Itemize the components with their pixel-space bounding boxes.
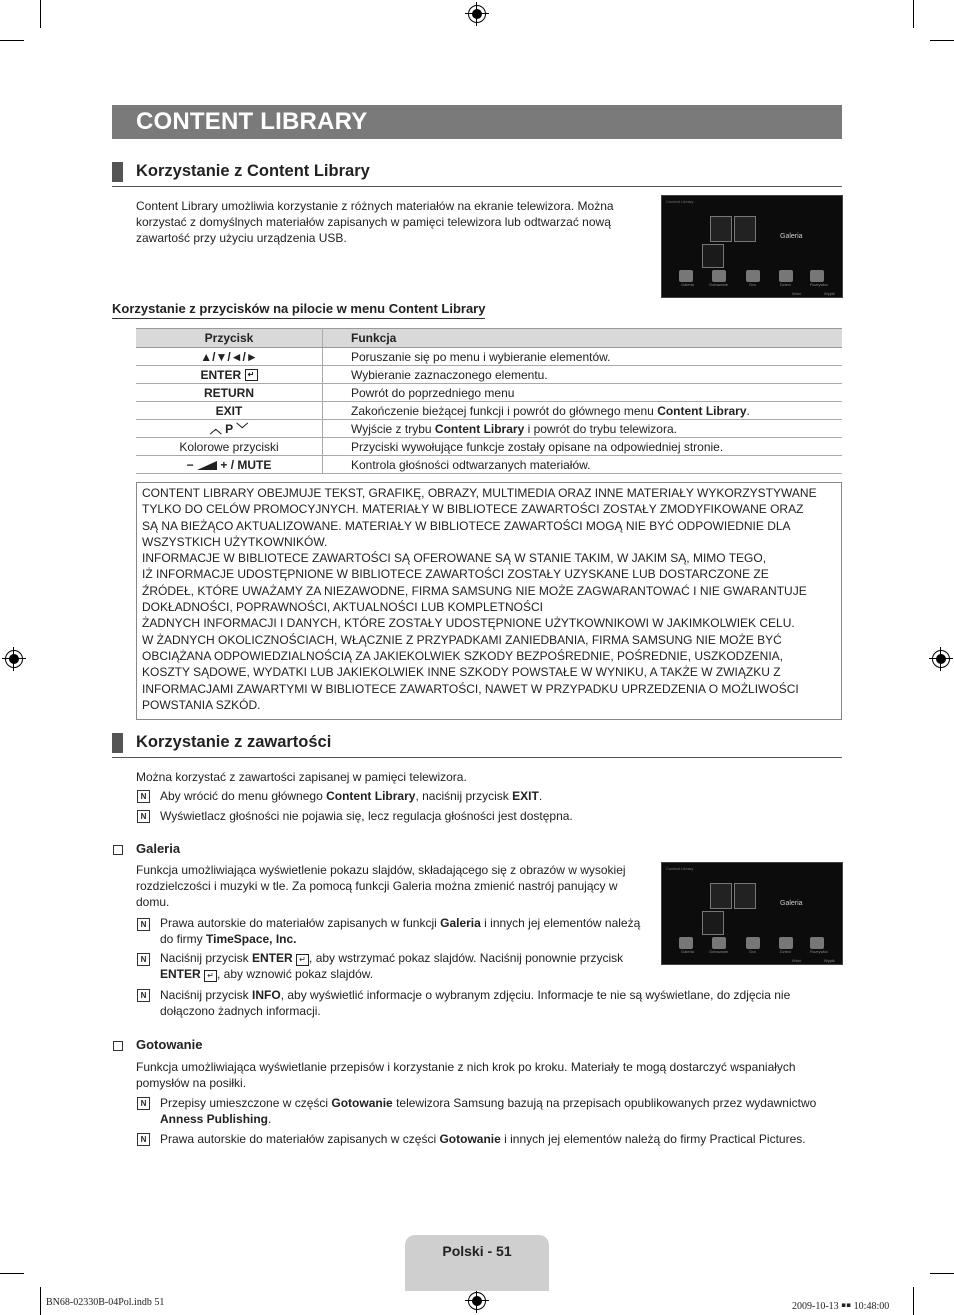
note-icon: N <box>137 1097 150 1110</box>
table-row <box>136 438 842 456</box>
icon-caption: Dzieci <box>780 282 791 287</box>
enter-icon: ↵ <box>296 954 309 966</box>
function-cell: Poruszanie się po menu i wybieranie elementów. <box>323 348 843 366</box>
table-heading: Korzystanie z przycisków na pilocie w menu Content Library <box>112 301 485 319</box>
column-header: Funkcja <box>323 329 843 348</box>
screenshot-title: Content Library <box>666 866 694 871</box>
key-label: ENTER <box>200 367 242 382</box>
picture-frame <box>734 216 756 242</box>
fun-icon <box>810 937 824 949</box>
exit-hint: Wyjdź <box>824 958 835 963</box>
registration-mark-icon <box>468 5 486 23</box>
subsection-heading: Gotowanie <box>136 1037 203 1052</box>
text-run: Wyjście z trybu <box>351 421 435 436</box>
text-line: SĄ NA BIEŻĄCO AKTUALIZOWANE. MATERIAŁY W BIBLIOTECE ZAWARTOŚCI MOGĄ NIE BYĆ ODPOWIEDNIE DLA <box>142 518 791 533</box>
page-number: Polski - 51 <box>442 1243 512 1259</box>
text-run: Content Library <box>657 403 747 418</box>
note-icon: N <box>137 953 150 966</box>
cooking-icon <box>712 270 726 282</box>
subsection-text <box>136 1059 836 1091</box>
text-line: IŻ INFORMACJE UDOSTĘPNIONE W BIBLIOTECE ZAWARTOŚCI ZOSTAŁY UZYSKANE LUB DOSTARCZONE ZE <box>142 567 769 582</box>
enter-icon: ↵ <box>245 369 258 381</box>
screenshot-title: Content Library <box>666 199 694 204</box>
exit-hint: Wyjdź <box>824 291 835 296</box>
crop-mark <box>0 40 24 41</box>
registration-mark-icon <box>932 650 950 668</box>
text-line: DOKŁADNOŚCI, POPRAWNOŚCI, AKTUALNOŚCI LUB KOMPLETNOŚCI <box>142 600 543 615</box>
key-label: / MUTE <box>230 457 272 472</box>
text-run: Gotowanie <box>331 1096 393 1110</box>
table-row <box>136 348 842 366</box>
volume-icon <box>197 461 217 470</box>
icon-caption: Galeria <box>681 282 694 287</box>
icon-caption: Gra <box>749 949 756 954</box>
text-line: KOSZTY SĄDOWE, WYDATKI LUB JAKIEKOLWIEK INNE SZKODY POWSTAŁE W WYNIKU, A TAKŻE W ZWIĄZKU Z <box>142 665 781 680</box>
icon-caption: Gotowanie <box>709 282 729 287</box>
crop-mark <box>40 0 41 28</box>
text-line: Funkcja umożliwiająca wyświetlenie pokazu slajdów, składającego się z obrazów w wysokiej <box>136 863 626 877</box>
key-cell: EXIT <box>136 402 323 420</box>
text-line: rozdzielczości i muzyki w tle. Za pomocą funkcji Galeria można zmienić nastrój panujący w <box>136 879 618 893</box>
text-run: telewizora Samsung bazują na przepisach opublikowanych przez wydawnictwo <box>392 1096 817 1110</box>
return-hint: Wróć <box>792 291 802 296</box>
text-line: POWSTANIA SZKÓD. <box>142 697 261 712</box>
table-row <box>136 420 842 438</box>
subsection-heading: Galeria <box>136 841 181 856</box>
text-line: zawartość przy użyciu urządzenia USB. <box>136 231 347 245</box>
print-slug: BN68-02330B-04Pol.indb 51 <box>46 1297 165 1308</box>
section-header <box>112 160 842 187</box>
function-cell: Kontrola głośności odtwarzanych materiałów. <box>323 456 843 474</box>
text-line: INFORMACJE W BIBLIOTECE ZAWARTOŚCI SĄ OFEROWANE SĄ W STANIE TAKIM, W JAKIM SĄ, MIMO TEGO, <box>142 551 767 566</box>
function-cell: Wybieranie zaznaczonego elementu. <box>323 366 843 384</box>
text-line: Funkcja umożliwiająca wyświetlanie przepisów i korzystanie z nich krok po kroku. Materiały te mogą dostarczyć wspaniałych <box>136 1060 796 1074</box>
section-heading: Korzystanie z Content Library <box>136 162 370 180</box>
crop-mark <box>0 1273 24 1274</box>
page-number-tab <box>405 1235 549 1291</box>
text-run: Aby wrócić do menu głównego <box>160 789 327 803</box>
remote-buttons-table <box>136 328 842 474</box>
text-line: Content Library umożliwia korzystanie z różnych materiałów na ekranie telewizora. Można <box>136 199 614 213</box>
page-title: CONTENT LIBRARY <box>136 108 368 135</box>
note: Wyświetlacz głośności nie pojawia się, lecz regulacja głośności jest dostępna. <box>160 809 573 823</box>
text-run: Gotowanie <box>439 1132 501 1146</box>
text-run: . <box>746 403 750 418</box>
text-run: EXIT <box>512 789 539 803</box>
note-icon: N <box>137 790 150 803</box>
game-icon <box>746 270 760 282</box>
section-heading: Korzystanie z zawartości <box>136 733 332 751</box>
text-run: Zakończenie bieżącej funkcji i powrót do głównego menu <box>351 403 658 418</box>
crop-mark <box>913 1287 914 1315</box>
text-run: Galeria <box>440 916 481 930</box>
text-line: pomysłów na posiłki. <box>136 1076 247 1090</box>
disclaimer-box <box>136 482 842 720</box>
table-row <box>136 402 842 420</box>
chair-image <box>702 911 724 935</box>
text-line: W ŻADNYCH OKOLICZNOŚCIACH, WŁĄCZNIE Z PRZYPADKAMI ZANIEDBANIA, FIRMA SAMSUNG NIE MOŻE BYĆ <box>142 632 782 647</box>
icon-caption: Galeria <box>681 949 694 954</box>
note <box>160 788 542 804</box>
crop-mark <box>930 1273 954 1274</box>
game-icon <box>746 937 760 949</box>
screenshot-label: Galeria <box>780 900 803 907</box>
text-run: Przepisy umieszczone w części <box>160 1096 332 1110</box>
text-run: do firmy <box>160 932 207 946</box>
text-run: Content Library <box>326 789 416 803</box>
text-line: ŻADNYCH INFORMACJI I DANYCH, KTÓRE ZOSTAŁY UDOSTĘPNIONE UŻYTKOWNIKOWI W JAKIMKOLWIEK CELU. <box>142 616 795 631</box>
section-intro <box>136 198 646 246</box>
icon-caption: Rozrywka <box>810 282 828 287</box>
key-label: P <box>225 422 233 436</box>
volume-plus-icon: + <box>220 457 228 472</box>
function-cell <box>323 402 843 420</box>
table-row <box>136 366 842 384</box>
chevron-up-icon: ︿ <box>209 422 222 436</box>
print-slug: 2009-10-13 ￭￭ 10:48:00 <box>792 1301 890 1312</box>
text-run: ENTER <box>252 951 293 965</box>
table-row <box>136 384 842 402</box>
title-bar <box>112 105 842 139</box>
text-run: , aby wznowić pokaz slajdów. <box>217 967 374 981</box>
icon-caption: Rozrywka <box>810 949 828 954</box>
note <box>160 1095 840 1127</box>
note <box>160 950 623 982</box>
icon-caption: Dzieci <box>780 949 791 954</box>
text-line: INFORMACJAMI ZAWARTYMI W BIBLIOTECE ZAWARTOŚCI, NAWET W PRZYPADKU UPRZEDZENIA O MOŻLIWOŚCI <box>142 681 799 696</box>
key-cell <box>136 366 323 384</box>
note-icon: N <box>137 918 150 931</box>
kids-icon <box>779 270 793 282</box>
enter-icon: ↵ <box>204 970 217 982</box>
kids-icon <box>779 937 793 949</box>
note <box>160 1131 806 1147</box>
note-icon: N <box>137 989 150 1002</box>
gallery-icon <box>679 937 693 949</box>
tv-screenshot <box>661 195 843 298</box>
checkbox-bullet-icon <box>113 1041 123 1051</box>
text-run: , aby wyświetlić informacje o wybranym zdjęciu. Informacje te nie są wyświetlane, do zdjęcia nie <box>280 988 791 1002</box>
text-run: ENTER <box>160 967 201 981</box>
icon-caption: Gotowanie <box>709 949 729 954</box>
text-line: OBCIĄŻANA ODPOWIEDZIALNOŚCIĄ ZA JAKIEKOLWIEK SZKODY BEZPOŚREDNIE, POŚREDNIE, USZKODZENIA, <box>142 648 784 663</box>
function-cell <box>323 420 843 438</box>
tv-screenshot <box>661 862 843 965</box>
registration-mark-icon <box>468 1292 486 1310</box>
text-run: i powrót do trybu telewizora. <box>524 421 677 436</box>
text-run: dołączono żadnych informacji. <box>160 1004 321 1018</box>
crop-mark <box>930 40 954 41</box>
crop-mark <box>40 1287 41 1315</box>
text-run: Naciśnij przycisk <box>160 951 253 965</box>
text-line: TYLKO DO CELÓW PROMOCYJNYCH. MATERIAŁY W BIBLIOTECE ZAWARTOŚCI ZOSTAŁY ZMODYFIKOWANE ORAZ <box>142 502 804 517</box>
note <box>160 915 640 947</box>
text-run: Anness Publishing <box>160 1112 269 1126</box>
text-line: CONTENT LIBRARY OBEJMUJE TEKST, GRAFIKĘ, OBRAZY, MULTIMEDIA ORAZ INNE MATERIAŁY WYKORZYSTYWANE <box>142 486 817 500</box>
text-run: TimeSpace, Inc. <box>206 932 297 946</box>
text-run: i innych jej elementów należą do firmy Practical Pictures. <box>500 1132 806 1146</box>
text-run: . <box>268 1112 272 1126</box>
key-cell: Kolorowe przyciski <box>136 438 323 456</box>
text-run: , aby wstrzymać pokaz slajdów. Naciśnij ponownie przycisk <box>309 951 624 965</box>
function-cell: Przyciski wywołujące funkcje zostały opisane na odpowiedniej stronie. <box>323 438 843 456</box>
volume-minus-icon: − <box>186 457 194 472</box>
icon-caption: Gra <box>749 282 756 287</box>
text-line: korzystać z domyślnych materiałów zapisanych w pamięci telewizora lub odtwarzać nową <box>136 215 611 229</box>
column-header: Przycisk <box>136 329 323 348</box>
section-intro: Można korzystać z zawartości zapisanej w pamięci telewizora. <box>136 770 467 784</box>
text-run: INFO <box>252 988 281 1002</box>
screenshot-label: Galeria <box>780 233 803 240</box>
key-cell <box>136 456 323 474</box>
text-run: . <box>538 789 543 803</box>
picture-frame <box>710 883 732 909</box>
text-run: , naciśnij przycisk <box>415 789 513 803</box>
picture-frame <box>734 883 756 909</box>
note <box>160 987 830 1019</box>
text-run: Prawa autorskie do materiałów zapisanych w części <box>160 1132 440 1146</box>
picture-frame <box>710 216 732 242</box>
return-hint: Wróć <box>792 958 802 963</box>
chair-image <box>702 244 724 268</box>
key-cell: ▲/▼/◄/► <box>136 348 323 366</box>
text-run: Naciśnij przycisk <box>160 988 253 1002</box>
chevron-down-icon: ﹀ <box>236 422 249 436</box>
note-icon: N <box>137 810 150 823</box>
crop-mark <box>913 0 914 28</box>
text-run: i innych jej elementów należą <box>480 916 641 930</box>
text-run: Prawa autorskie do materiałów zapisanych w funkcji <box>160 916 441 930</box>
text-line: WSZYSTKICH UŻYTKOWNIKÓW. <box>142 534 328 549</box>
note-icon: N <box>137 1133 150 1146</box>
cooking-icon <box>712 937 726 949</box>
registration-mark-icon <box>5 650 23 668</box>
section-marker <box>112 162 123 182</box>
key-cell: RETURN <box>136 384 323 402</box>
checkbox-bullet-icon <box>113 845 123 855</box>
subsection-text <box>136 862 652 910</box>
gallery-icon <box>679 270 693 282</box>
text-line: ŹRÓDEŁ, KTÓRE UWAŻAMY ZA NIEZAWODNE, FIRMA SAMSUNG NIE MOŻE ZAGWARANTOWAĆ I NIE GWARANTUJE <box>142 583 807 598</box>
key-cell <box>136 420 323 438</box>
section-header <box>112 731 842 758</box>
table-row <box>136 456 842 474</box>
text-run: Content Library <box>434 421 525 436</box>
text-line: domu. <box>136 895 170 909</box>
fun-icon <box>810 270 824 282</box>
function-cell: Powrót do poprzedniego menu <box>323 384 843 402</box>
section-marker <box>112 733 123 753</box>
